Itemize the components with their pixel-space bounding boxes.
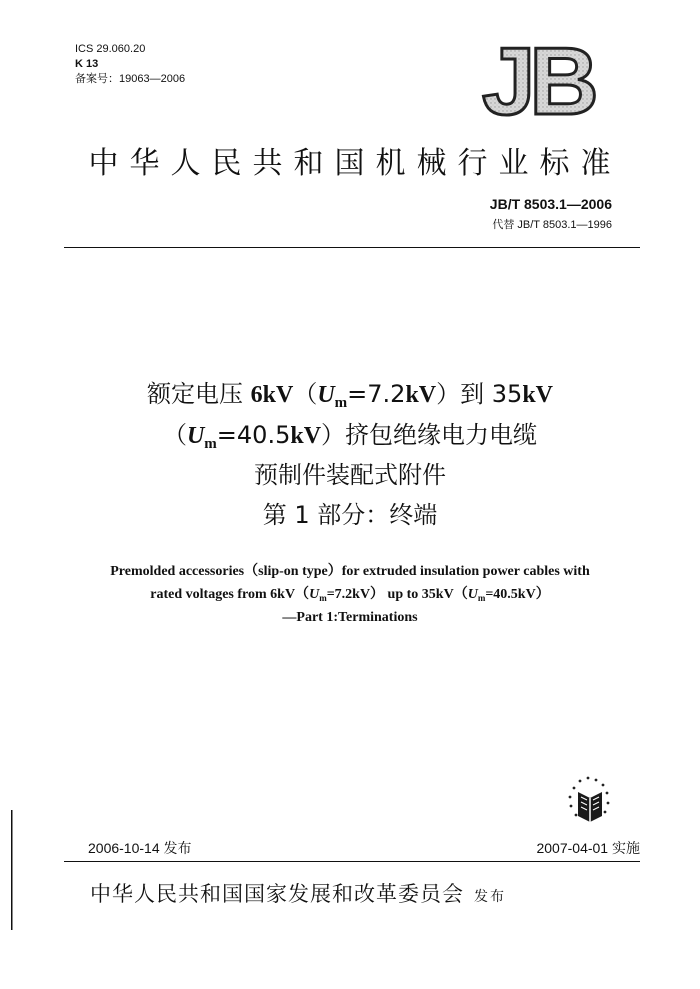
category-code: K 13 <box>75 58 99 70</box>
issue-date: 2006-10-14 发布 <box>88 840 192 856</box>
publisher-name: 中华人民共和国国家发展和改革委员会 <box>90 882 464 906</box>
chinese-title-line-1: 额定电压 $6kV(U_m=7.2kV)$到 35kV <box>147 380 553 411</box>
english-title-line-2: rated voltages from $6kV(U_m=7.2kV)$ up to $35kV(U_m=40.5kV)$ <box>150 587 550 603</box>
standard-category-title: 中华人民共和国机械行业标准 <box>88 146 622 181</box>
chinese-title-line-4: 第 1 部分：终端 <box>262 501 438 529</box>
chinese-title-line-3: 预制件装配式附件 <box>254 461 446 489</box>
record-number: 备案号：19063—2006 <box>75 73 186 85</box>
publisher-suffix: 发布 <box>474 889 506 905</box>
chinese-title-line-2: $(U_m=40.5kV)$挤包绝缘电力电缆 <box>162 421 538 452</box>
footer-rule <box>64 861 640 862</box>
scan-margin-mark <box>10 810 14 930</box>
jb-logo-text: JB <box>482 34 593 120</box>
header-rule <box>64 247 640 248</box>
english-title-line-3: —Part 1:Terminations <box>282 610 418 625</box>
english-title-line-1: Premolded accessories（slip-on type）for extruded insulation power cables with <box>110 564 590 579</box>
standard-number: JB/T 8503.1—2006 <box>489 196 612 212</box>
publisher-emblem <box>560 770 618 828</box>
ics-code: ICS 29.060.20 <box>75 43 146 55</box>
replaces-standard: 代替 JB/T 8503.1—1996 <box>492 219 612 231</box>
implementation-date: 2007-04-01 实施 <box>536 840 640 856</box>
jb-logo <box>478 34 610 120</box>
publisher <box>90 878 506 908</box>
